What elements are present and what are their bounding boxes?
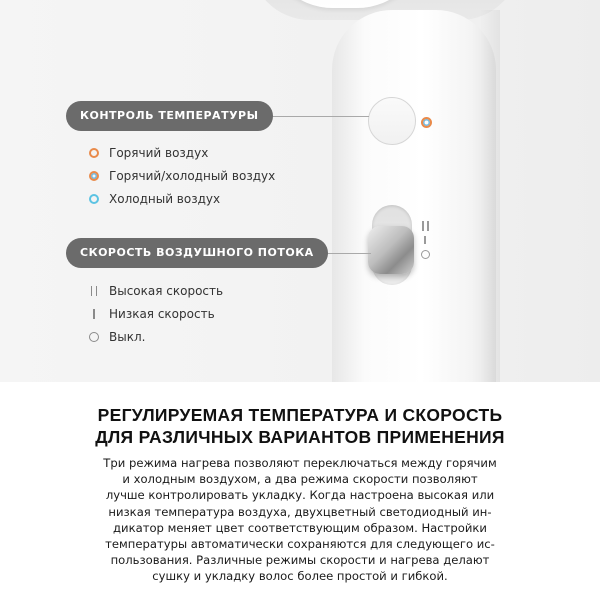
speed-option-high — [86, 284, 223, 298]
headline-line-2: ДЛЯ РАЗЛИЧНЫХ ВАРИАНТОВ ПРИМЕНЕНИЯ — [95, 427, 505, 447]
headline-line-1: РЕГУЛИРУЕМАЯ ТЕМПЕРАТУРА И СКОРОСТЬ — [97, 405, 503, 425]
description-line: низкая температура воздуха, двухцветный светодиодный ин- — [108, 504, 492, 519]
description-line: пользования. Различные режимы скорости и нагрева делают — [110, 553, 490, 568]
dryer-handle — [332, 10, 496, 382]
speed-option-off — [86, 330, 145, 344]
temperature-button — [368, 97, 416, 145]
high-speed-mark-icon — [422, 221, 429, 231]
low-speed-mark-icon — [424, 236, 426, 244]
description-line: дикатор меняет цвет соответствующим образом. Настройки — [113, 520, 487, 535]
hot-air-ring-icon — [89, 148, 99, 158]
description-line: и холодным воздухом, а два режима скорости позволяют — [122, 472, 478, 487]
temperature-control-label: КОНТРОЛЬ ТЕМПЕРАТУРЫ — [66, 101, 273, 131]
headline — [0, 404, 600, 448]
handle-shade — [480, 10, 500, 382]
description-line: сушку и укладку волос более простой и гибкой. — [152, 569, 448, 584]
speed-slider-knob — [368, 226, 414, 274]
temperature-option-mixed — [86, 169, 275, 183]
airflow-speed-label: СКОРОСТЬ ВОЗДУШНОГО ПОТОКА — [66, 238, 328, 268]
description — [56, 455, 544, 585]
temperature-option-label: Горячий воздух — [109, 146, 209, 160]
off-mark-icon — [421, 250, 430, 259]
description-line: температуры автоматически сохраняются для следующего ис- — [105, 537, 495, 552]
speed-option-label: Выкл. — [109, 330, 146, 344]
hot-cold-air-ring-icon — [89, 171, 99, 181]
off-ring-icon — [89, 332, 99, 342]
speed-option-label: Низкая скорость — [109, 307, 215, 321]
double-bar-icon — [91, 286, 97, 296]
description-line: Три режима нагрева позволяют переключаться между горячим — [103, 456, 497, 470]
temperature-option-label: Горячий/холодный воздух — [109, 169, 276, 183]
speed-option-low — [86, 307, 215, 321]
single-bar-icon — [93, 309, 95, 319]
temperature-option-hot — [86, 146, 208, 160]
description-line: лучше контролировать укладку. Когда настроена высокая или — [105, 488, 495, 503]
speed-option-label: Высокая скорость — [109, 284, 224, 298]
bicolor-led-icon — [421, 117, 432, 128]
cold-air-ring-icon — [89, 194, 99, 204]
temperature-option-label: Холодный воздух — [109, 192, 221, 206]
temperature-option-cold — [86, 192, 220, 206]
